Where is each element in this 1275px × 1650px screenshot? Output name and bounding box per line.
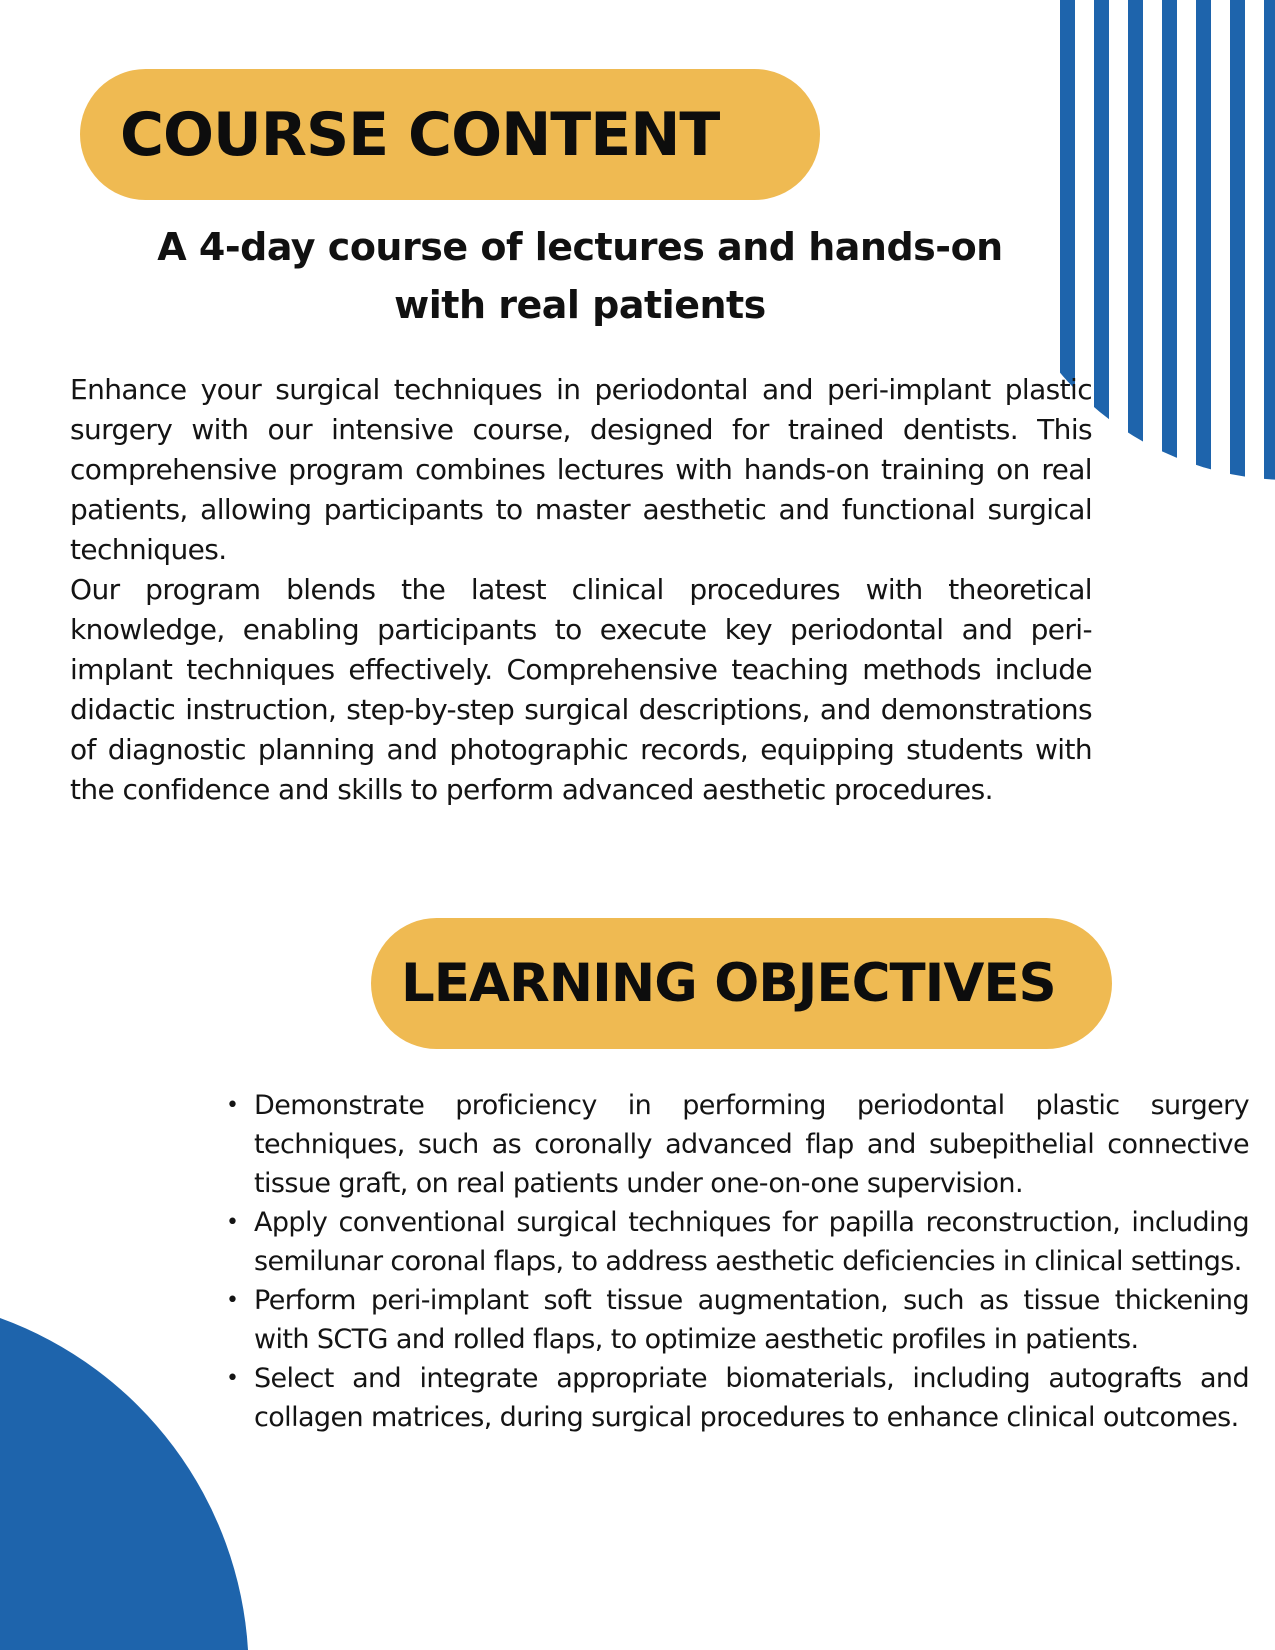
objective-text: Demonstrate proficiency in performing periodontal plastic surgery techniques, such as coronally advanced flap and subepithelial connective tissue graft, on real patients under one-on-one supervision. <box>254 1090 1249 1199</box>
bullet-icon: • <box>226 1288 239 1313</box>
learning-objectives-list <box>222 1086 1249 1437</box>
course-subtitle-line-1: A 4-day course of lectures and hands-on <box>157 225 1003 269</box>
objective-item <box>222 1203 1249 1281</box>
objective-item <box>222 1281 1249 1359</box>
course-description-paragraph-1: Enhance your surgical techniques in periodontal and peri-implant plastic surgery with our intensive course, designed for trained dentists. This comprehensive program combines lectures with hands-on training on real patients, allowing participants to master aesthetic and functional surgical techniques. <box>70 373 1092 566</box>
course-subtitle-line-2: with real patients <box>394 283 766 327</box>
objective-text: Perform peri-implant soft tissue augmentation, such as tissue thickening with SCTG and rolled flaps, to optimize aesthetic profiles in patients. <box>254 1285 1249 1355</box>
course-description-paragraph-2: Our program blends the latest clinical procedures with theoretical knowledge, enabling participants to execute key periodontal and peri-implant techniques effectively. Comprehensive teaching methods include didactic instruction, step-by-step surgical descriptions, and demonstrations of diagnostic planning and photographic records, equipping students with the confidence and skills to perform advanced aesthetic procedures. <box>70 573 1092 806</box>
learning-objectives-heading: LEARNING OBJECTIVES <box>401 953 1056 1014</box>
objective-item <box>222 1086 1249 1203</box>
bullet-icon: • <box>226 1210 239 1235</box>
bullet-icon: • <box>226 1093 239 1118</box>
striped-half-circle-decoration <box>1060 0 1275 500</box>
course-content-heading: COURSE CONTENT <box>120 99 720 170</box>
course-subtitle <box>100 218 1060 334</box>
objective-text: Apply conventional surgical techniques for papilla reconstruction, including semilunar coronal flaps, to address aesthetic deficiencies in clinical settings. <box>254 1207 1249 1277</box>
objective-text: Select and integrate appropriate biomaterials, including autografts and collagen matrices, during surgical procedures to enhance clinical outcomes. <box>254 1363 1249 1433</box>
course-content-banner <box>80 69 820 200</box>
objective-item <box>222 1359 1249 1437</box>
blue-arc-decoration <box>0 1318 248 1650</box>
learning-objectives-banner <box>371 918 1112 1049</box>
course-description <box>70 370 1092 810</box>
bullet-icon: • <box>226 1366 239 1391</box>
